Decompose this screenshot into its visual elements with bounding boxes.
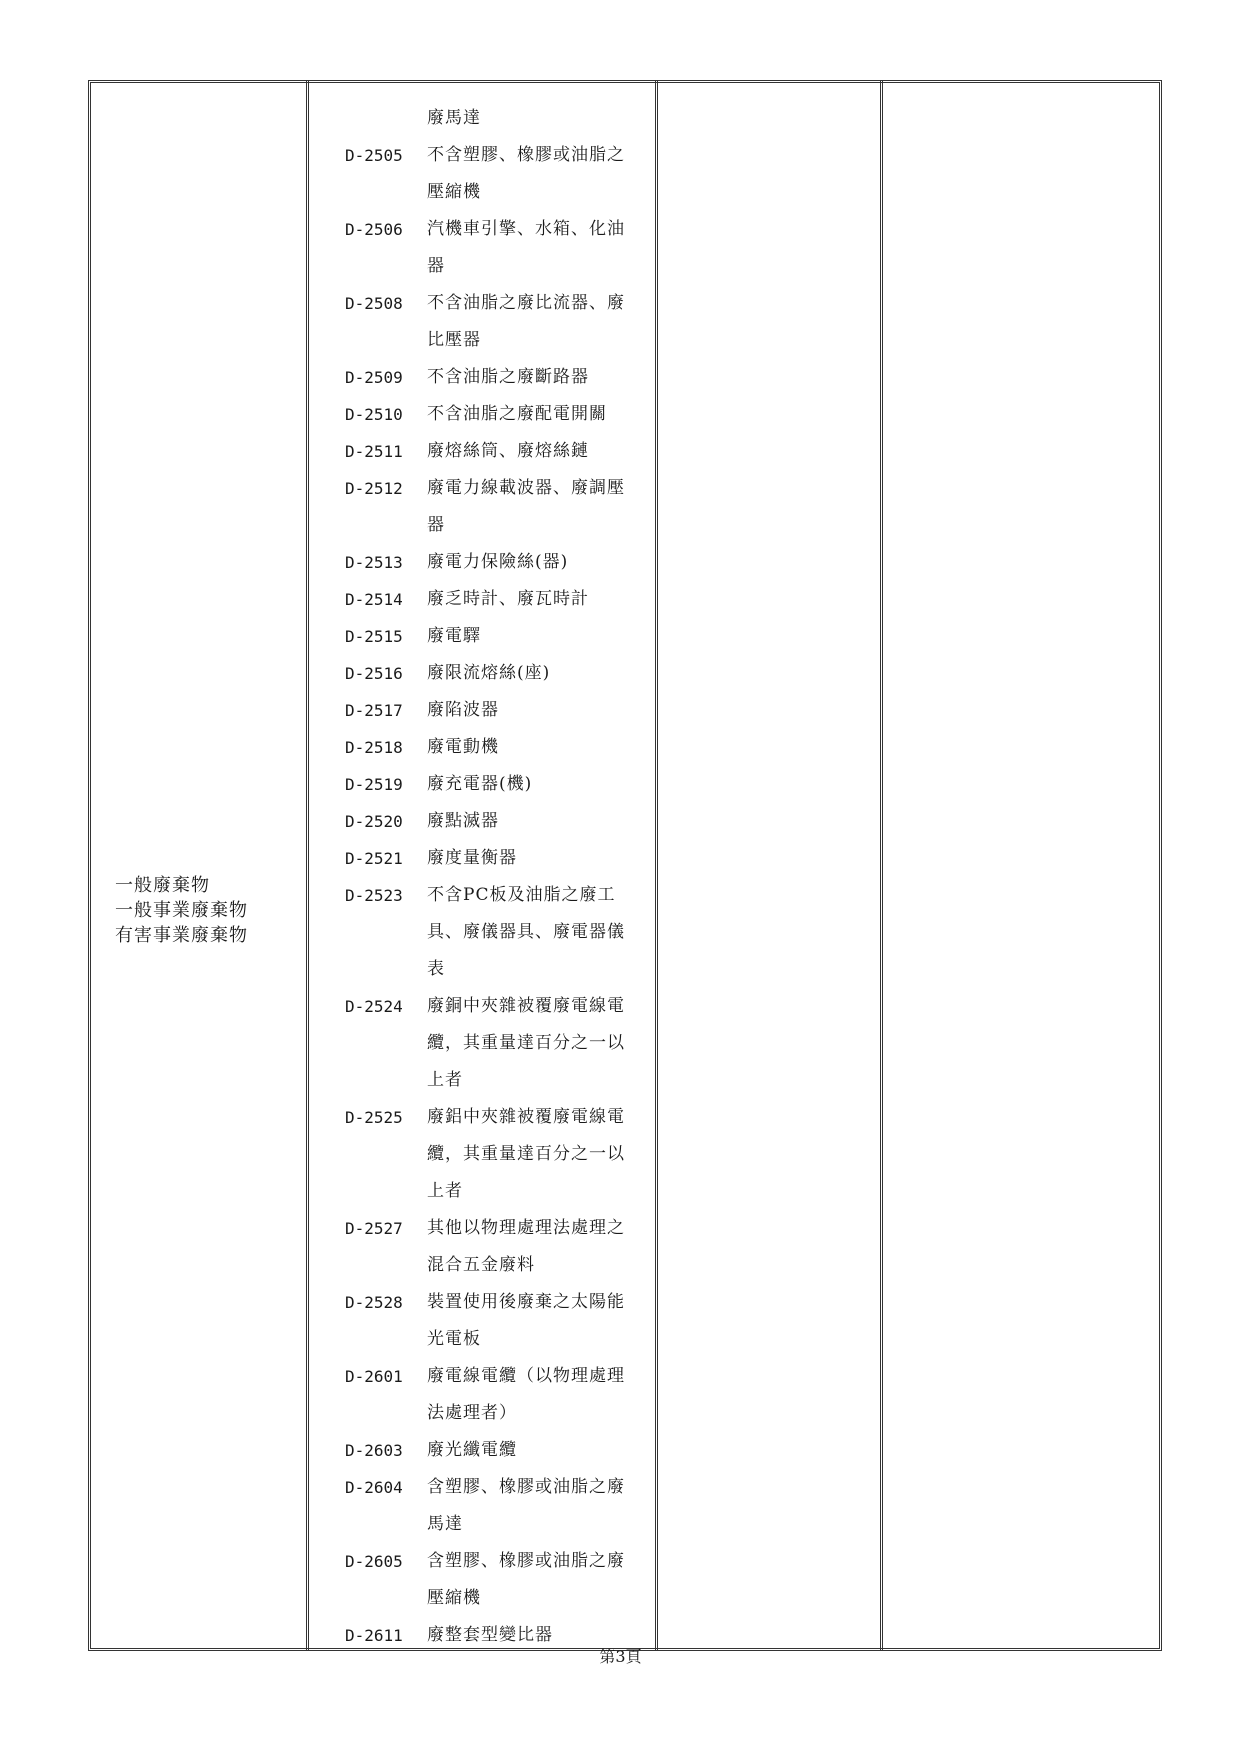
- column-divider: [306, 80, 309, 1651]
- waste-code-entry: [345, 433, 650, 470]
- waste-description: 含塑膠、橡膠或油脂之廢壓縮機: [427, 1551, 625, 1608]
- waste-code-entry: [345, 729, 650, 766]
- waste-code-entry: [345, 1543, 650, 1617]
- waste-code: D-2516: [345, 664, 403, 683]
- waste-code: D-2513: [345, 553, 403, 572]
- waste-description: 廢電動機: [427, 737, 499, 757]
- waste-description: 廢電線電纜（以物理處理法處理者）: [427, 1366, 625, 1423]
- waste-description: 廢電驛: [427, 626, 481, 646]
- waste-description: 裝置使用後廢棄之太陽能光電板: [427, 1292, 625, 1349]
- waste-code: D-2524: [345, 997, 403, 1016]
- waste-code-entry: [345, 618, 650, 655]
- waste-code: D-2520: [345, 812, 403, 831]
- waste-code: D-2514: [345, 590, 403, 609]
- waste-code: D-2605: [345, 1552, 403, 1571]
- column-divider: [655, 80, 658, 1651]
- waste-description: 廢點滅器: [427, 811, 499, 831]
- waste-description: 廢整套型變比器: [427, 1625, 553, 1645]
- waste-description: 廢陷波器: [427, 700, 499, 720]
- waste-code-entry: [345, 1284, 650, 1358]
- waste-code: D-2511: [345, 442, 403, 461]
- waste-description: 不含塑膠、橡膠或油脂之壓縮機: [427, 145, 625, 202]
- waste-code: D-2611: [345, 1626, 403, 1645]
- waste-code: D-2519: [345, 775, 403, 794]
- waste-code-entry: [345, 359, 650, 396]
- column-divider: [880, 80, 883, 1651]
- waste-description: 不含油脂之廢配電開關: [427, 404, 607, 424]
- waste-code: D-2509: [345, 368, 403, 387]
- waste-description: 廢度量衡器: [427, 848, 517, 868]
- waste-code: D-2512: [345, 479, 403, 498]
- waste-code-entry: [345, 692, 650, 729]
- waste-code-entry: [345, 840, 650, 877]
- waste-description: 汽機車引擎、水箱、化油器: [427, 219, 625, 276]
- waste-code-entry: [345, 544, 650, 581]
- waste-code: D-2506: [345, 220, 403, 239]
- waste-description: 廢限流熔絲(座): [427, 663, 551, 683]
- waste-description: 廢充電器(機): [427, 774, 533, 794]
- waste-code: D-2521: [345, 849, 403, 868]
- waste-description: 廢銅中夾雜被覆廢電線電纜，其重量達百分之一以上者: [427, 996, 625, 1090]
- waste-description: 廢熔絲筒、廢熔絲鏈: [427, 441, 589, 461]
- waste-code-entry: [345, 396, 650, 433]
- waste-code: D-2523: [345, 886, 403, 905]
- waste-description: 廢馬達: [427, 108, 481, 128]
- waste-code: D-2601: [345, 1367, 403, 1386]
- waste-code: D-2525: [345, 1108, 403, 1127]
- category-cell: [115, 873, 315, 948]
- waste-code-entry: [345, 581, 650, 618]
- waste-code-entry: [345, 470, 650, 544]
- waste-code: D-2527: [345, 1219, 403, 1238]
- page-number: 第3頁: [599, 1647, 642, 1666]
- category-line: 一般廢棄物: [115, 875, 210, 896]
- waste-code-entry: [345, 211, 650, 285]
- waste-code: D-2515: [345, 627, 403, 646]
- waste-code-entry: [345, 655, 650, 692]
- waste-description: 不含油脂之廢斷路器: [427, 367, 589, 387]
- waste-code: D-2508: [345, 294, 403, 313]
- category-line: 一般事業廢棄物: [115, 900, 248, 921]
- waste-code-entry: [345, 137, 650, 211]
- waste-code: D-2603: [345, 1441, 403, 1460]
- waste-code-entry: [345, 766, 650, 803]
- waste-code-entry: [345, 1099, 650, 1210]
- waste-description: 含塑膠、橡膠或油脂之廢馬達: [427, 1477, 625, 1534]
- waste-code-entry: [345, 1469, 650, 1543]
- waste-description: 廢乏時計、廢瓦時計: [427, 589, 589, 609]
- waste-description: 不含PC板及油脂之廢工具、廢儀器具、廢電器儀表: [427, 885, 625, 979]
- waste-code-list: [345, 100, 650, 1654]
- category-line: 有害事業廢棄物: [115, 925, 248, 946]
- waste-description: 不含油脂之廢比流器、廢比壓器: [427, 293, 625, 350]
- waste-code-entry: [345, 1358, 650, 1432]
- waste-code-entry: [345, 1210, 650, 1284]
- waste-description: 廢鋁中夾雜被覆廢電線電纜，其重量達百分之一以上者: [427, 1107, 625, 1201]
- waste-code-entry: [345, 877, 650, 988]
- waste-code-entry: [345, 285, 650, 359]
- waste-code: D-2510: [345, 405, 403, 424]
- waste-code-entry: [345, 1432, 650, 1469]
- waste-code-entry: [345, 803, 650, 840]
- waste-description: 其他以物理處理法處理之混合五金廢料: [427, 1218, 625, 1275]
- waste-description: 廢電力保險絲(器): [427, 552, 569, 572]
- waste-code-entry: [345, 988, 650, 1099]
- waste-code: D-2528: [345, 1293, 403, 1312]
- waste-code: D-2505: [345, 146, 403, 165]
- waste-description: 廢電力線載波器、廢調壓器: [427, 478, 625, 535]
- waste-description: 廢光纖電纜: [427, 1440, 517, 1460]
- waste-code: [345, 100, 427, 137]
- waste-code-entry: [345, 100, 650, 137]
- waste-code: D-2518: [345, 738, 403, 757]
- waste-code: D-2604: [345, 1478, 403, 1497]
- waste-code: D-2517: [345, 701, 403, 720]
